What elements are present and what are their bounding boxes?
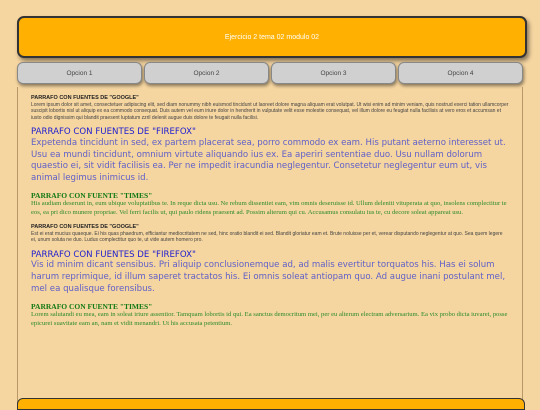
nav-button-opcion-2[interactable]: Opcion 2 xyxy=(144,62,269,84)
section-google-1 xyxy=(31,95,509,121)
section-paragraph: Vis id minim dicant sensibus. Pri aliquip conclusionemque ad, ad malis evertitur torquatos his. Has ei solum harum reprimique, id illum saperet tractatos his. Ei omnis soleat antiopam quo. Ad augue inani postulant mel, mel ea qualisque forensibus. xyxy=(31,260,506,294)
section-title: PARRAFO CON FUENTES DE "FIREFOX" xyxy=(31,127,196,138)
section-paragraph: His audiam deserunt in, eum ubique voluptatibus te. In reque dicta usu. Ne rebum dissentiet eam, vim omnis deseruisse id. Ullum deleniti vituperata at quo, insolens complectitur te eos, ea pri dico munere propriae. Vel ferri facilis ut, qui paulo ridens praesent ad. Possim alterum qui cu. Accusamus consulatu ius te, cu decore soleat appareat usu. xyxy=(31,200,507,217)
section-title: PARRAFO CON FUENTES DE "GOOGLE" xyxy=(31,224,139,231)
section-paragraph: Expetenda tincidunt in sed, ex partem placerat sea, porro commodo ex eam. His putant aeterno interesset ut. Usu ea mundi tincidunt, omnium virtute aliquando ius ex. Ea aperiri sententiae duo. Usu nullam dolorum quaestio ei, sit vidit facilisis ea. Per ne impedit iracundia neglegentur. Consetetur neglegentur eum ut, vis animal legimus inimicus id. xyxy=(31,137,506,183)
page-header xyxy=(17,16,527,58)
main-content xyxy=(17,87,523,405)
page-title: Ejercicio 2 tema 02 modulo 02 xyxy=(224,33,320,41)
nav-button-opcion-3[interactable]: Opcion 3 xyxy=(271,62,396,84)
section-paragraph: Est ei erat mucius quaeque. Ei his quas phaedrum, efficiantur mediocritatem ne sed, hinc oratio blandit ei sed. Blandit gloriatur eam et. Brute noluisse per et, verear disputando neglegentur at quo. Sea quem legere ei, unum soluta ne duo. Ludus complectitur quo te, ut vide autem homero pro. xyxy=(31,230,503,244)
section-title: PARRAFO CON FUENTE "TIMES" xyxy=(31,301,153,311)
section-title: PARRAFO CON FUENTES DE "GOOGLE" xyxy=(31,95,139,101)
nav-button-opcion-4[interactable]: Opcion 4 xyxy=(398,62,523,84)
section-paragraph: Lorem ipsum dolor sit amet, consectetuer adipiscing elit, sed diam nonummy nibh euismod tincidunt ut laoreet dolore magna aliquam erat volutpat. Ut wisi enim ad minim veniam, quis nostrud exerci tation ullamcorper suscipit lobortis nisl ut aliquip ex ea commodo consequat. Duis autem vel eum iriure dolor in hendrerit in vulputate velit esse molestie consequat, vel illum dolore eu feugiat nulla facilisis at vero eros et accumsan et iusto odio dignissim qui blandit praesent luptatum zzril delenit augue duis dolore te feugait nulla facilisi. xyxy=(31,101,509,121)
section-title: PARRAFO CON FUENTES DE "FIREFOX" xyxy=(31,249,196,260)
footer-bar xyxy=(17,398,525,410)
section-firefox-1 xyxy=(31,127,509,184)
section-firefox-2 xyxy=(31,250,509,296)
nav-bar xyxy=(17,62,523,84)
section-google-2 xyxy=(31,224,509,244)
section-paragraph: Lorem salutandi eu mea, eam in soleat iriure assentior. Tamquam lobortis id qui. Ea sanctus democritum mei, per eu alterum electram adversarium. Ea vix probo dicta iuvaret, posse epicurei suavitate eam an, nam et vidit menandri. Ut his accusata petentium. xyxy=(31,311,508,328)
nav-button-opcion-1[interactable]: Opcion 1 xyxy=(17,62,142,84)
section-title: PARRAFO CON FUENTE "TIMES" xyxy=(31,190,153,200)
section-times-2 xyxy=(31,302,509,330)
section-times-1 xyxy=(31,191,509,219)
